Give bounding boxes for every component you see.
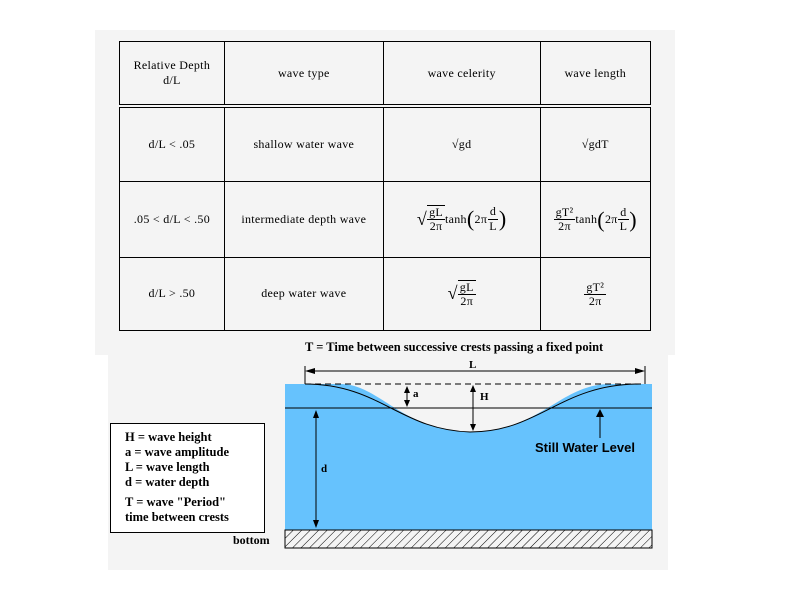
cell-type: intermediate depth wave: [224, 181, 383, 257]
arrowhead: [404, 386, 410, 393]
formula-den: 2π: [558, 219, 571, 233]
celerity-formula: √ $\frac{gL}{2\pi}$: [447, 279, 474, 308]
header-wave-length: wave length: [540, 42, 651, 107]
arrowhead: [470, 424, 476, 431]
still-water-level-label: Still Water Level: [535, 440, 635, 455]
legend-line: time between crests: [125, 510, 229, 524]
cell-length: √gdT: [540, 106, 651, 181]
cell-range: d/L > .50: [120, 257, 225, 331]
formula-num: gL: [459, 279, 474, 294]
header-relative-depth-line2: d/L: [163, 73, 181, 87]
header-wave-type: wave type: [224, 42, 383, 107]
formula-arg-num: d: [620, 204, 627, 219]
formula-arg-den: L: [619, 219, 628, 233]
formula-tanh: tanh: [445, 211, 467, 226]
formula-den: 2π: [460, 293, 474, 308]
celerity-formula: √ $\frac{gL}{2\pi}$ tanh ( 2π $\frac{d}{L}$ ): [416, 204, 507, 233]
label-L: L: [469, 359, 477, 371]
cell-celerity: √gd: [383, 106, 540, 181]
cell-type: deep water wave: [224, 257, 383, 331]
formula-den: 2π: [588, 293, 602, 308]
formula-num: gT²: [586, 279, 605, 294]
label-H: H: [480, 391, 489, 403]
formula-tanh: tanh: [575, 212, 598, 226]
arrowhead: [404, 400, 410, 407]
label-d: d: [321, 463, 328, 475]
formula-num: gL: [429, 204, 443, 219]
period-definition: T = Time between successive crests passing a fixed point: [305, 340, 604, 354]
legend-line: L = wave length: [125, 460, 210, 474]
arrowhead: [470, 385, 476, 392]
cell-range: .05 < d/L < .50: [120, 181, 225, 257]
legend-line: H = wave height: [125, 430, 212, 444]
seabed-hatch: [285, 530, 652, 548]
legend-line: T = wave "Period": [125, 495, 226, 509]
label-a: a: [413, 388, 419, 400]
arrowhead: [635, 368, 645, 374]
water-body: [285, 384, 652, 530]
formula-coef: 2π: [474, 211, 488, 226]
cell-type: shallow water wave: [224, 106, 383, 181]
legend-box: [110, 423, 265, 533]
formula-arg-den: L: [489, 218, 497, 233]
arrowhead: [305, 368, 315, 374]
header-relative-depth-line1: Relative Depth: [133, 58, 211, 72]
header-wave-celerity: wave celerity: [383, 42, 540, 107]
legend-line: d = water depth: [125, 475, 210, 489]
length-formula: $\frac{\text{gT²}}{2\pi}$ tanh ( 2π $\frac{d}{L}$ ): [555, 204, 637, 233]
formula-coef: 2π: [604, 212, 618, 226]
formula-den: 2π: [429, 219, 443, 233]
formula-arg-num: d: [489, 204, 497, 219]
cell-range: d/L < .05: [120, 106, 225, 181]
bottom-label: bottom: [233, 533, 270, 547]
formula-num: gT²: [555, 204, 574, 219]
legend-line: a = wave amplitude: [125, 445, 229, 459]
